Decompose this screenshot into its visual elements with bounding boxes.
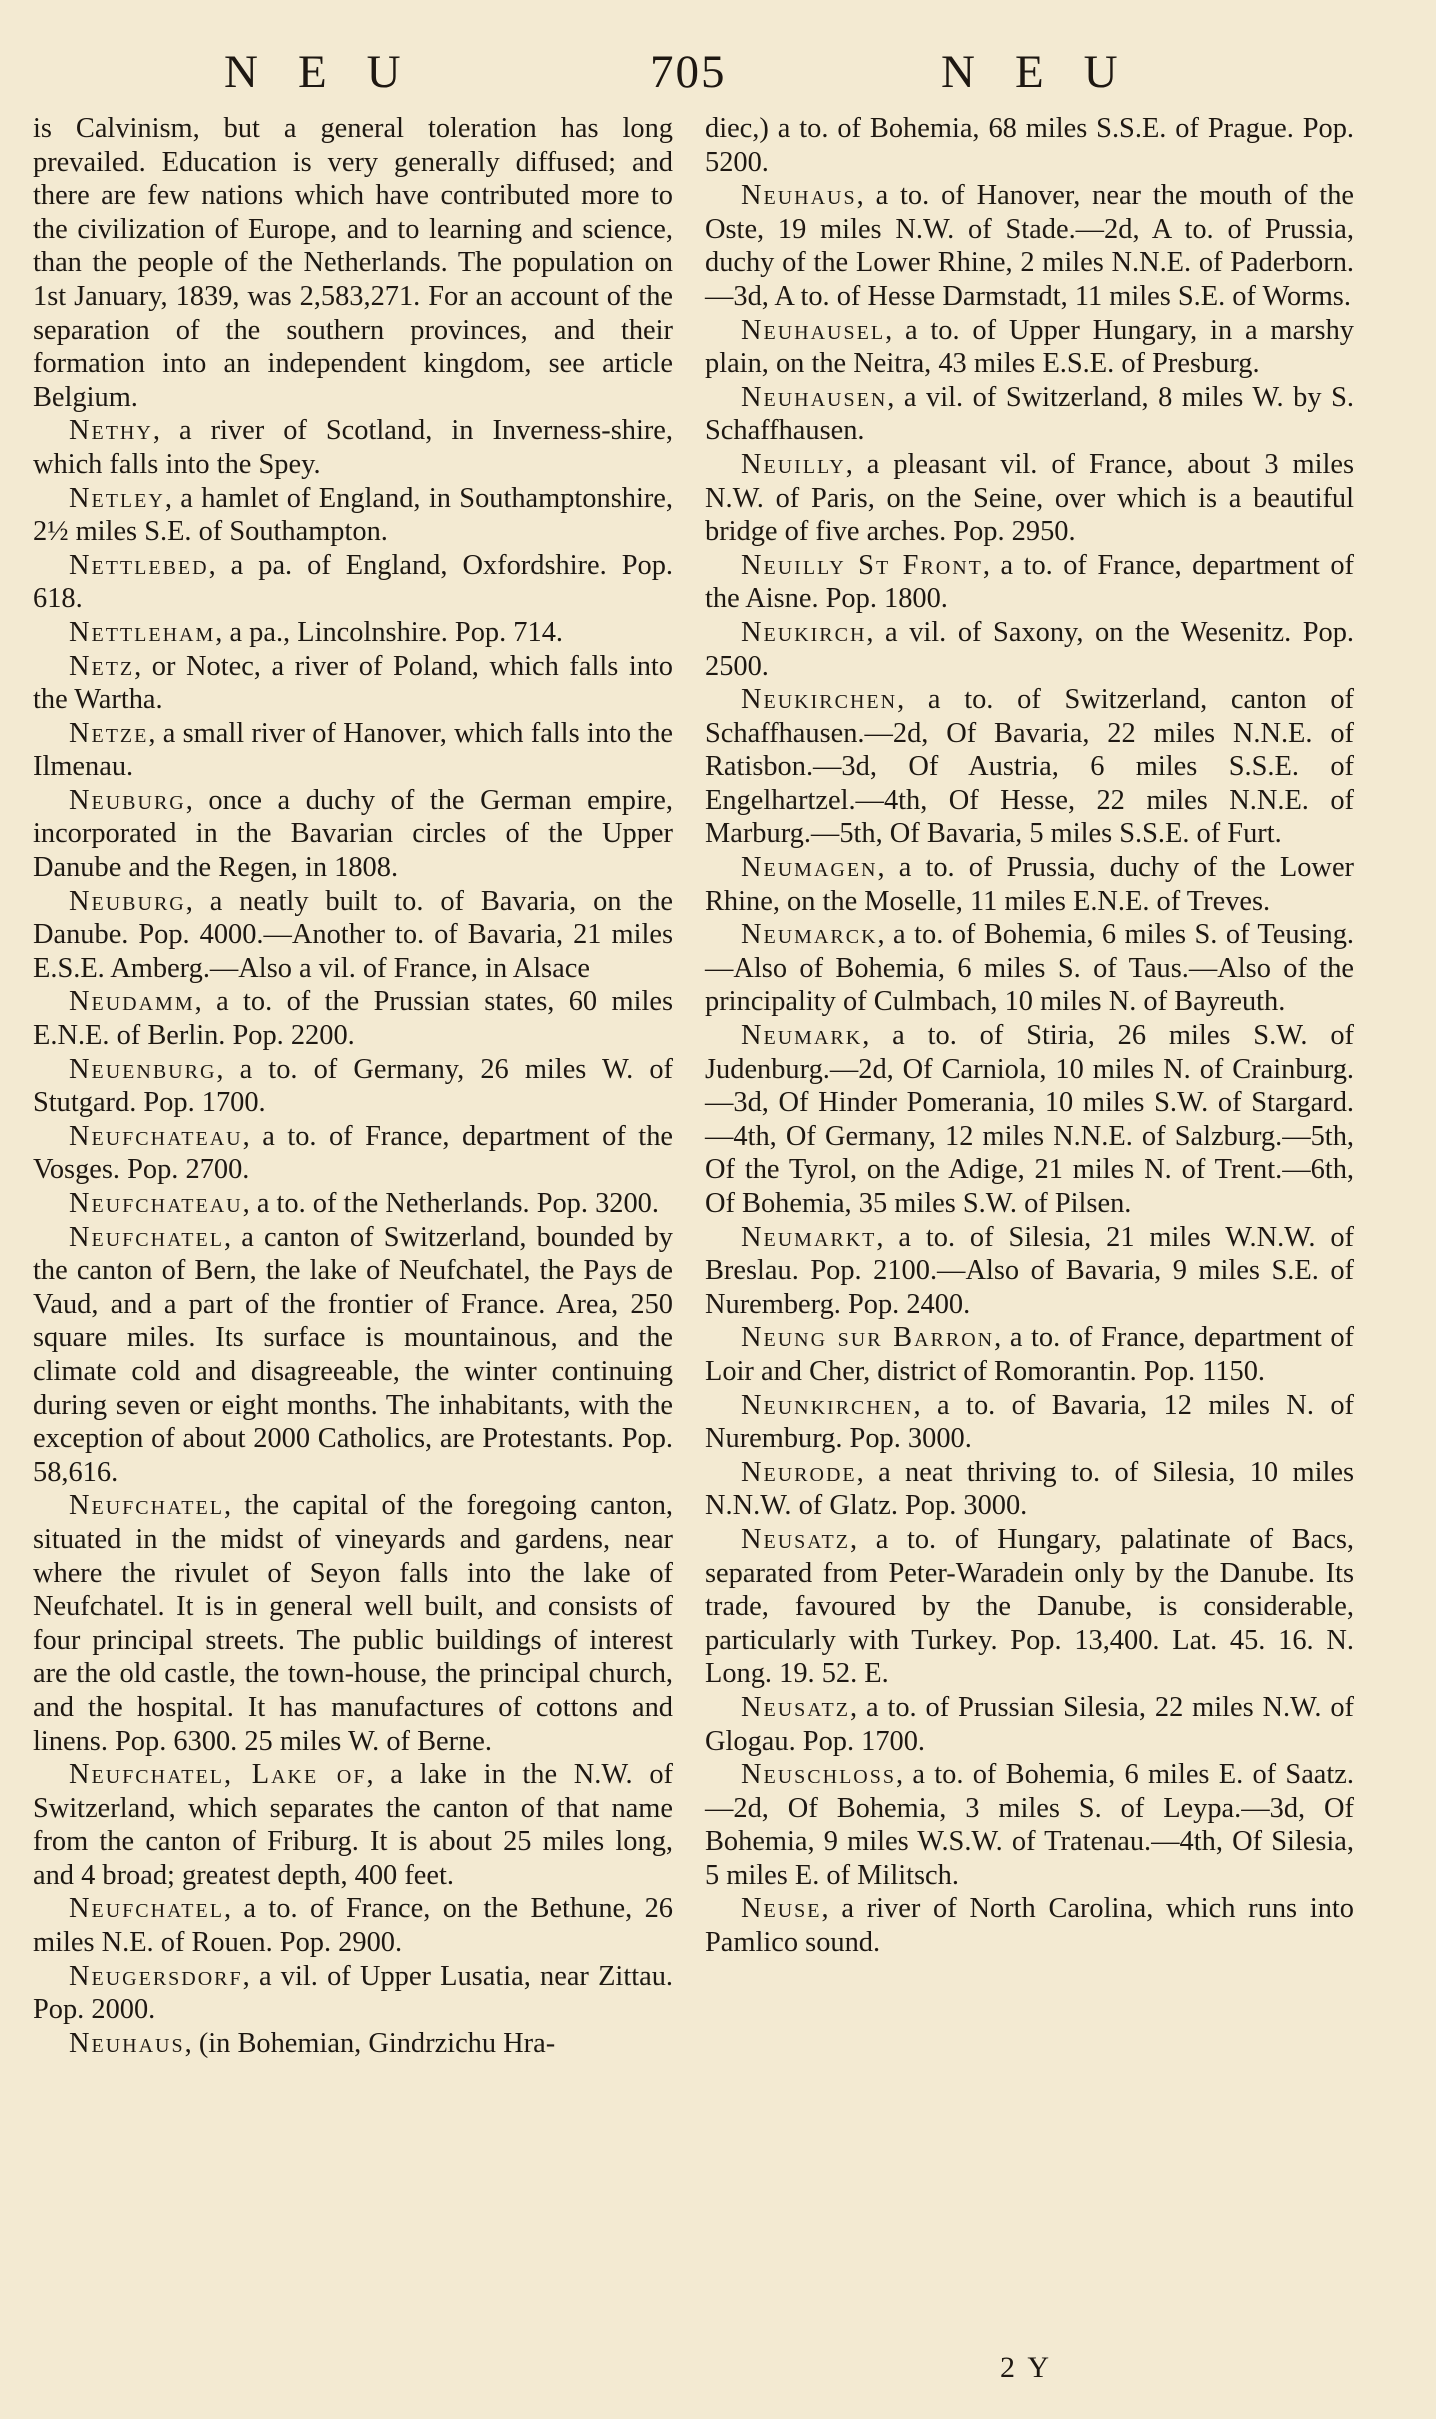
entry: Neumarkt, a to. of Silesia, 21 miles W.N.W. of Breslau. Pop. 2100.—Also of Bavaria, 9 miles S.E. of Nuremberg. Pop. 2400.	[705, 1221, 1354, 1320]
running-head-right: NEU	[941, 46, 1158, 98]
signature-mark: 2 Y	[1000, 2351, 1053, 2384]
entry-headword: Neung sur Barron	[741, 1322, 995, 1354]
entry-headword: Neumarkt	[741, 1221, 877, 1253]
entry-headword: Neuhaus	[741, 180, 857, 212]
entry-headword: Neufchatel	[69, 1490, 224, 1522]
entry-headword: Neuse	[741, 1893, 822, 1925]
page-number: 705	[650, 46, 727, 98]
entry: Neusatz, a to. of Prussian Silesia, 22 miles N.W. of Glogau. Pop. 1700.	[705, 1691, 1354, 1757]
entry: diec,) a to. of Bohemia, 68 miles S.S.E. of Prague. Pop. 5200.	[705, 113, 1354, 178]
left-column	[33, 112, 673, 2060]
entry: Neuburg, once a duchy of the German empire, incorporated in the Bavarian circles of the Upper Danube and the Regen, in 1808.	[33, 784, 673, 884]
entry: Neuenburg, a to. of Germany, 26 miles W. of Stutgard. Pop. 1700.	[33, 1053, 673, 1119]
running-head-left: NEU	[224, 46, 441, 98]
entry-headword: Neuilly	[741, 448, 846, 480]
entry: Neudamm, a to. of the Prussian states, 60 miles E.N.E. of Berlin. Pop. 2200.	[33, 986, 673, 1052]
entry-headword: Neugersdorf	[69, 1960, 243, 1992]
entry-headword: Neuenburg	[69, 1053, 217, 1085]
entry-headword: Neukirch	[741, 616, 867, 648]
entry-headword: Neuschloss	[741, 1759, 896, 1791]
entry-headword: Neudamm	[69, 986, 195, 1018]
entry-headword: Neunkirchen	[741, 1389, 914, 1421]
entry-headword: Neuilly St Front	[741, 549, 983, 581]
entry: Nettlebed, a pa. of England, Oxfordshire. Pop. 618.	[33, 549, 673, 615]
entry: Neuilly St Front, a to. of France, department of the Aisne. Pop. 1800.	[705, 549, 1354, 615]
entry-headword: Netley	[69, 482, 165, 514]
entry: Neuhaus, (in Bohemian, Gindrzichu Hra-	[69, 2027, 556, 2059]
entry-headword: Neufchatel	[69, 1893, 224, 1925]
entry-headword: Nettlebed	[69, 549, 209, 581]
entry-headword: Neumagen	[741, 852, 878, 884]
entry: Neuhausel, a to. of Upper Hungary, in a marshy plain, on the Neitra, 43 miles E.S.E. of Presburg.	[705, 314, 1354, 380]
entry: Neuburg, a neatly built to. of Bavaria, on the Danube. Pop. 4000.—Another to. of Bavaria, 21 miles E.S.E. Amberg.—Also a vil. of France, in Alsace	[33, 885, 673, 984]
entry-headword: Neuhausel	[741, 314, 886, 346]
entry: Neukirch, a vil. of Saxony, on the Wesenitz. Pop. 2500.	[705, 616, 1354, 682]
right-column	[705, 112, 1354, 1960]
entry: Neufchatel, a canton of Switzerland, bounded by the canton of Bern, the lake of Neufchatel, the Pays de Vaud, and a part of the frontier of France. Area, 250 square miles. Its surface is mountainous, and the climate cold and disagreeable, the winter continuing during seven or eight months. The inhabitants, with the exception of about 2000 Catholics, are Protestants. Pop. 58,616.	[33, 1221, 673, 1488]
entry: Nettleham, a pa., Lincolnshire. Pop. 714.	[69, 616, 563, 648]
entry-headword: Neuhausen	[741, 381, 888, 413]
entry: Nethy, a river of Scotland, in Inverness-shire, which falls into the Spey.	[33, 415, 673, 480]
entry-headword: Netz	[69, 650, 135, 682]
entry-headword: Netze	[69, 717, 149, 749]
entry: Netz, or Notec, a river of Poland, which falls into the Wartha.	[33, 650, 673, 716]
entry-headword: Nettleham	[69, 616, 216, 648]
entry-headword: Neuburg	[69, 784, 186, 816]
entry: Neuhausen, a vil. of Switzerland, 8 miles W. by S. Schaffhausen.	[705, 381, 1354, 447]
entry: Netze, a small river of Hanover, which falls into the Ilmenau.	[33, 717, 673, 783]
entry: Neunkirchen, a to. of Bavaria, 12 miles N. of Nuremburg. Pop. 3000.	[705, 1389, 1354, 1455]
entry-headword: Neusatz	[741, 1691, 850, 1723]
entry-headword: Neufchateau	[69, 1120, 243, 1152]
entry: Neuilly, a pleasant vil. of France, about 3 miles N.W. of Paris, on the Seine, over which is a beautiful bridge of five arches. Pop. 2950.	[705, 448, 1354, 548]
entry-headword: Neufchatel, Lake of	[69, 1759, 367, 1791]
entry: is Calvinism, but a general toleration has long prevailed. Education is very generally diffused; and there are few nations which have contributed more to the civilization of Europe, and to learning and science, than the people of the Netherlands. The population on 1st January, 1839, was 2,583,271. For an account of the separation of the southern provinces, and their formation into an independent kingdom, see article Belgium.	[33, 113, 673, 413]
entry-headword: Neufchatel	[69, 1221, 224, 1253]
entry-headword: Neufchateau	[69, 1188, 243, 1219]
entry: Neuschloss, a to. of Bohemia, 6 miles E. of Saatz.—2d, Of Bohemia, 3 miles S. of Leypa.—3d, Of Bohemia, 9 miles W.S.W. of Tratenau.—4th, Of Silesia, 5 miles E. of Militsch.	[705, 1759, 1354, 1891]
entry: Neumagen, a to. of Prussia, duchy of the Lower Rhine, on the Moselle, 11 miles E.N.E. of Treves.	[705, 852, 1354, 917]
entry: Neufchatel, the capital of the foregoing canton, situated in the midst of vineyards and gardens, near where the rivulet of Seyon falls into the lake of Neufchatel. It is in general well built, and consists of four principal streets. The public buildings of interest are the old castle, the town-house, the principal church, and the hospital. It has manufactures of cottons and linens. Pop. 6300. 25 miles W. of Berne.	[33, 1490, 673, 1757]
entry: Neufchatel, Lake of, a lake in the N.W. of Switzerland, which separates the canton of that name from the canton of Friburg. It is about 25 miles long, and 4 broad; greatest depth, 400 feet.	[33, 1759, 673, 1891]
entry: Netley, a hamlet of England, in Southamptonshire, 2½ miles S.E. of Southampton.	[33, 482, 673, 548]
entry-headword: Nethy	[69, 415, 153, 447]
entry: Neurode, a neat thriving to. of Silesia, 10 miles N.N.W. of Glatz. Pop. 3000.	[705, 1456, 1354, 1522]
entry: Neumarck, a to. of Bohemia, 6 miles S. of Teusing.—Also of Bohemia, 6 miles S. of Taus.—Also of the principality of Culmbach, 10 miles N. of Bayreuth.	[705, 919, 1354, 1018]
entry-headword: Neuhaus	[69, 2027, 185, 2059]
entry: Neusatz, a to. of Hungary, palatinate of Bacs, separated from Peter-Waradein only by the Danube. Its trade, favoured by the Danube, is considerable, particularly with Turkey. Pop. 13,400. Lat. 45. 16. N. Long. 19. 52. E.	[705, 1523, 1354, 1690]
entry-headword: Neumark	[741, 1020, 863, 1052]
entry: Neufchateau, a to. of the Netherlands. Pop. 3200.	[69, 1188, 659, 1219]
entry: Neumark, a to. of Stiria, 26 miles S.W. of Judenburg.—2d, Of Carniola, 10 miles N. of Crainburg.—3d, Of Hinder Pomerania, 10 miles S.W. of Stargard.—4th, Of Germany, 12 miles N.N.E. of Salzburg.—5th, Of the Tyrol, on the Adige, 21 miles N. of Trent.—6th, Of Bohemia, 35 miles S.W. of Pilsen.	[705, 1020, 1354, 1219]
entry-headword: Neusatz	[741, 1523, 850, 1555]
entry-headword: Neuburg	[69, 885, 186, 917]
entry: Neufchatel, a to. of France, on the Bethune, 26 miles N.E. of Rouen. Pop. 2900.	[33, 1893, 673, 1959]
entry-headword: Neumarck	[741, 919, 878, 951]
entry-headword: Neukirchen	[741, 684, 898, 716]
entry: Neuhaus, a to. of Hanover, near the mouth of the Oste, 19 miles N.W. of Stade.—2d, A to. of Prussia, duchy of the Lower Rhine, 2 miles N.N.E. of Paderborn.—3d, A to. of Hesse Darmstadt, 11 miles S.E. of Worms.	[705, 180, 1354, 312]
entry: Neukirchen, a to. of Switzerland, canton of Schaffhausen.—2d, Of Bavaria, 22 miles N.N.E. of Ratisbon.—3d, Of Austria, 6 miles S.S.E. of Engelhartzel.—4th, Of Hesse, 22 miles N.N.E. of Marburg.—5th, Of Bavaria, 5 miles S.S.E. of Furt.	[705, 684, 1354, 850]
entry-headword: Neurode	[741, 1456, 857, 1488]
entry: Neung sur Barron, a to. of France, department of Loir and Cher, district of Romorantin. Pop. 1150.	[705, 1322, 1354, 1387]
entry: Neuse, a river of North Carolina, which runs into Pamlico sound.	[705, 1893, 1354, 1959]
entry: Neufchateau, a to. of France, department of the Vosges. Pop. 2700.	[33, 1120, 673, 1186]
entry: Neugersdorf, a vil. of Upper Lusatia, near Zittau. Pop. 2000.	[33, 1960, 673, 2026]
